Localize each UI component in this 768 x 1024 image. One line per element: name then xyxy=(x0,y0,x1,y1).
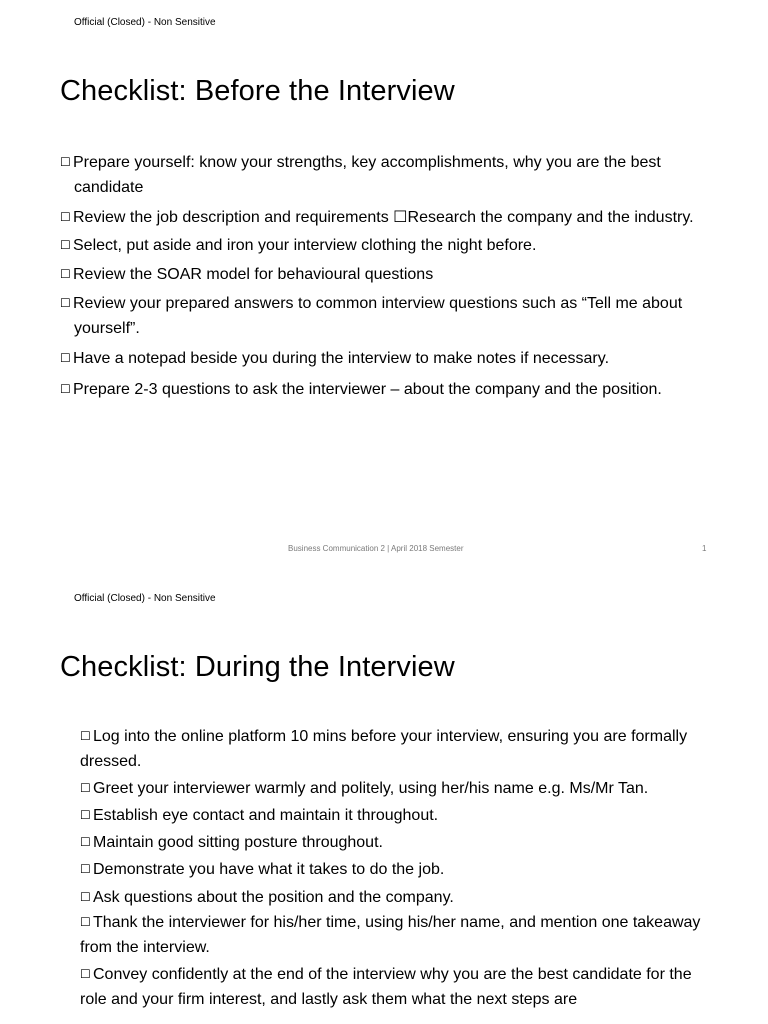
checkbox-icon: ☐ xyxy=(80,808,91,822)
checklist-item-text: Demonstrate you have what it takes to do the job. xyxy=(93,861,445,878)
checklist-item xyxy=(60,262,710,287)
checklist-item xyxy=(80,962,720,1012)
checklist-item-text: Convey confidently at the end of the interview why you are the best candidate for the role and your firm interest, and lastly ask them what the next steps are xyxy=(80,966,692,1008)
checklist-item-text: Review the job description and requirements ☐Research the company and the industry. xyxy=(73,209,694,226)
checklist-item-text: Maintain good sitting posture throughout. xyxy=(93,834,383,851)
checklist-item xyxy=(80,830,720,855)
checklist-item-text: Prepare yourself: know your strengths, key accomplishments, why you are the best candidate xyxy=(73,154,661,196)
checkbox-icon: ☐ xyxy=(60,238,71,252)
checklist-item-text: Select, put aside and iron your interview clothing the night before. xyxy=(73,237,537,254)
checklist-item xyxy=(60,291,710,341)
checklist-item xyxy=(80,910,720,960)
checklist-item-text: Ask questions about the position and the company. xyxy=(93,889,454,906)
checklist-item-text: Establish eye contact and maintain it throughout. xyxy=(93,807,439,824)
checklist-item-text: Thank the interviewer for his/her time, using his/her name, and mention one takeaway from the interview. xyxy=(80,914,701,956)
checkbox-icon: ☐ xyxy=(60,382,71,396)
checkbox-icon: ☐ xyxy=(60,210,71,224)
page-title: Checklist: Before the Interview xyxy=(60,75,455,107)
checklist-item xyxy=(80,885,720,910)
checkbox-icon: ☐ xyxy=(80,781,91,795)
checklist-item-text: Review the SOAR model for behavioural questions xyxy=(73,266,434,283)
classification-label: Official (Closed) - Non Sensitive xyxy=(74,593,216,604)
footer-text: Business Communication 2 | April 2018 Semester xyxy=(288,544,464,553)
checkbox-icon: ☐ xyxy=(80,835,91,849)
checklist-item-text: Have a notepad beside you during the interview to make notes if necessary. xyxy=(73,350,610,367)
during-interview-checklist xyxy=(80,724,720,1012)
checklist-item-text: Prepare 2-3 questions to ask the interviewer – about the company and the position. xyxy=(73,381,662,398)
classification-label: Official (Closed) - Non Sensitive xyxy=(74,17,216,28)
checkbox-icon: ☐ xyxy=(80,890,91,904)
checklist-item xyxy=(60,346,710,371)
footer-page-number: 1 xyxy=(702,544,707,553)
before-interview-checklist xyxy=(60,150,710,402)
checklist-item xyxy=(80,776,720,801)
checkbox-icon: ☐ xyxy=(80,862,91,876)
checklist-item-text: Review your prepared answers to common interview questions such as “Tell me about yourself”. xyxy=(73,295,683,337)
checkbox-icon: ☐ xyxy=(80,915,91,929)
checkbox-icon: ☐ xyxy=(60,267,71,281)
document-page-2 xyxy=(0,576,768,1024)
checkbox-icon: ☐ xyxy=(60,155,71,169)
checklist-item xyxy=(60,150,710,200)
checklist-item xyxy=(80,724,720,774)
page-title: Checklist: During the Interview xyxy=(60,651,455,683)
checkbox-icon: ☐ xyxy=(80,967,91,981)
checklist-item xyxy=(80,803,720,828)
checklist-item xyxy=(60,205,710,230)
checklist-item xyxy=(80,857,720,882)
checkbox-icon: ☐ xyxy=(60,296,71,310)
checkbox-icon: ☐ xyxy=(80,729,91,743)
checkbox-icon: ☐ xyxy=(60,351,71,365)
checklist-item-text: Log into the online platform 10 mins before your interview, ensuring you are formally dressed. xyxy=(80,728,688,770)
checklist-item xyxy=(60,377,710,402)
checklist-item-text: Greet your interviewer warmly and politely, using her/his name e.g. Ms/Mr Tan. xyxy=(93,780,649,797)
checklist-item xyxy=(60,233,710,258)
